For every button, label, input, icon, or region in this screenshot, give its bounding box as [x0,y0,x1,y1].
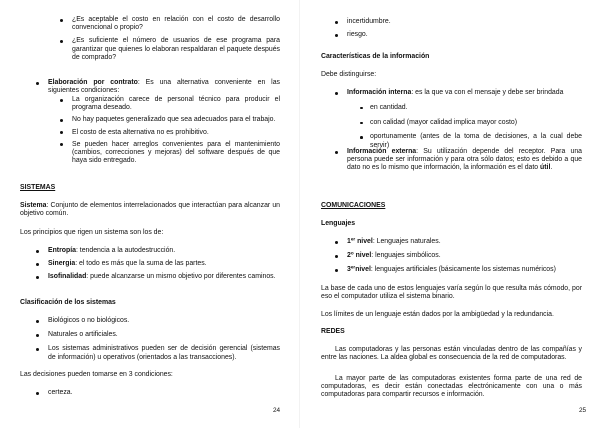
term: Isofinalidad [48,273,87,281]
term: Información interna [347,89,412,96]
list-item: Se pueden hacer arreglos convenientes para el mantenimiento (cambios, correcciones y mejoras) del software después de que haya sido entregado. [72,140,280,165]
list-item: con calidad (mayor calidad implica mayor costo) [370,119,582,127]
term-text: : puede alcanzarse un mismo objetivo por diferentes caminos. [86,273,276,281]
term-text: : Su utilización depende del receptor. Para una persona puede ser información y para otra sólo datos; esto es debido a que dato no es lo mismo que información, la información es el dato [347,148,582,172]
list-item [347,238,583,246]
term-text: : Conjunto de elementos interrelacionados que interactúan para alcanzar un objetivo común. [20,202,280,218]
list-item [347,266,583,274]
contrato-conditions-list [72,96,280,165]
costo-question-list [72,16,280,62]
strong-word: útil [540,164,551,172]
list-item: ¿Es suficiente el número de usuarios de ese programa para garantizar que quienes lo elaboran respaldaran el paquete después de comprado? [72,37,280,61]
term-text: : es la que va con el mensaje y debe ser brindada [411,89,564,96]
page-number: 24 [273,407,281,414]
right-page [300,0,600,428]
term: Entropía [48,247,76,254]
clasificacion-list [48,317,280,362]
list-item [48,273,280,281]
caracteristicas-heading: Características de la información [321,53,430,60]
base-paragraph: La base de cada uno de estos lenguajes varía según lo que resulta más cómodo, por eso el computador utiliza el sistema binario. [321,285,582,301]
list-item: certeza. [48,389,280,397]
decisiones-list [48,389,280,397]
level-suffix: er [350,264,356,270]
list-item [48,79,280,95]
level-label: nivel [353,252,372,260]
redes-paragraph-1: Las computadoras y las personas están vinculadas dentro de las compañías y entre las naciones. La aldea global es consecuencia de la red de computadoras. [321,346,582,362]
term-end: . [550,164,553,172]
term-text: : tendencia a la autodestrucción. [75,247,176,254]
decisiones-intro: Las decisiones pueden tomarse en 3 condiciones: [20,371,173,378]
term-text: : Es una alternativa conveniente en las siguientes condiciones: [48,79,280,95]
level-text: : lenguajes artificiales (básicamente los sistemas numéricos) [370,266,556,274]
comunicaciones-heading: COMUNICACIONES [321,202,386,209]
level-number: 3 [347,266,351,274]
level-label: nivel [355,238,373,245]
list-item: Los sistemas administrativos pueden ser de decisión gerencial (sistemas de información) u operativos (orientados a las transacciones). [48,345,280,361]
principios-intro: Los principios que rigen un sistema son los de: [20,229,164,236]
list-item: El costo de esta alternativa no es prohibitivo. [72,129,280,137]
level-suffix: er [350,236,356,242]
list-item [347,252,583,260]
redes-heading: REDES [321,328,345,335]
list-item: No hay paquetes generalizado que sea adecuados para el trabajo. [72,116,280,124]
list-item: Biológicos o no biológicos. [48,317,280,325]
list-item: ¿Es aceptable el costo en relación con el costo de desarrollo convencional o propio? [72,16,280,32]
term: Sinergia [48,260,76,268]
list-item: La organización carece de personal técnico para producir el programa deseado. [72,96,280,112]
conditions-continued-list [347,18,577,39]
sistema-definition [20,202,280,218]
list-item: riesgo. [347,31,577,39]
sistemas-heading: SISTEMAS [20,184,56,191]
level-text: : Lenguajes naturales. [372,238,441,245]
list-item: oportunamente (antes de la toma de decisiones, a la cual debe servir) [370,133,582,149]
niveles-list [347,238,583,275]
limites-paragraph: Los límites de un lenguaje están dados por la ambigüedad y la redundancia. [321,311,554,318]
list-item: incertidumbre. [347,18,577,26]
level-suffix: o [350,250,354,256]
principios-list [48,247,280,282]
term: Elaboración por contrato [48,79,138,86]
list-item [48,260,280,268]
redes-paragraph-2: La mayor parte de las computadoras existentes forma parte de una red de computadoras, es decir están conectadas electrónicamente con una o más computadoras para compartir recursos e información. [321,375,582,399]
term: Sistema [20,202,47,209]
lenguajes-heading: Lenguajes [321,220,356,227]
distinguirse-text: Debe distinguirse: [321,71,377,78]
level-text: : lenguajes simbólicos. [371,252,441,260]
page-number: 25 [579,407,587,414]
term-text: : el todo es más que la suma de las partes. [75,260,207,268]
level-label: nivel [355,266,371,274]
interna-item [347,89,583,97]
list-item [347,89,583,97]
level-number: 1 [347,238,351,245]
list-item [347,148,582,173]
contrato-item [48,79,280,95]
clasificacion-heading: Clasificación de los sistemas [20,299,116,306]
list-item: Naturales o artificiales. [48,331,280,339]
externa-item [347,148,582,173]
list-item [48,247,280,255]
list-item: en cantidad. [370,104,582,112]
interna-sub-list [370,104,582,150]
term: Información externa [347,148,417,155]
level-number: 2 [347,252,351,260]
